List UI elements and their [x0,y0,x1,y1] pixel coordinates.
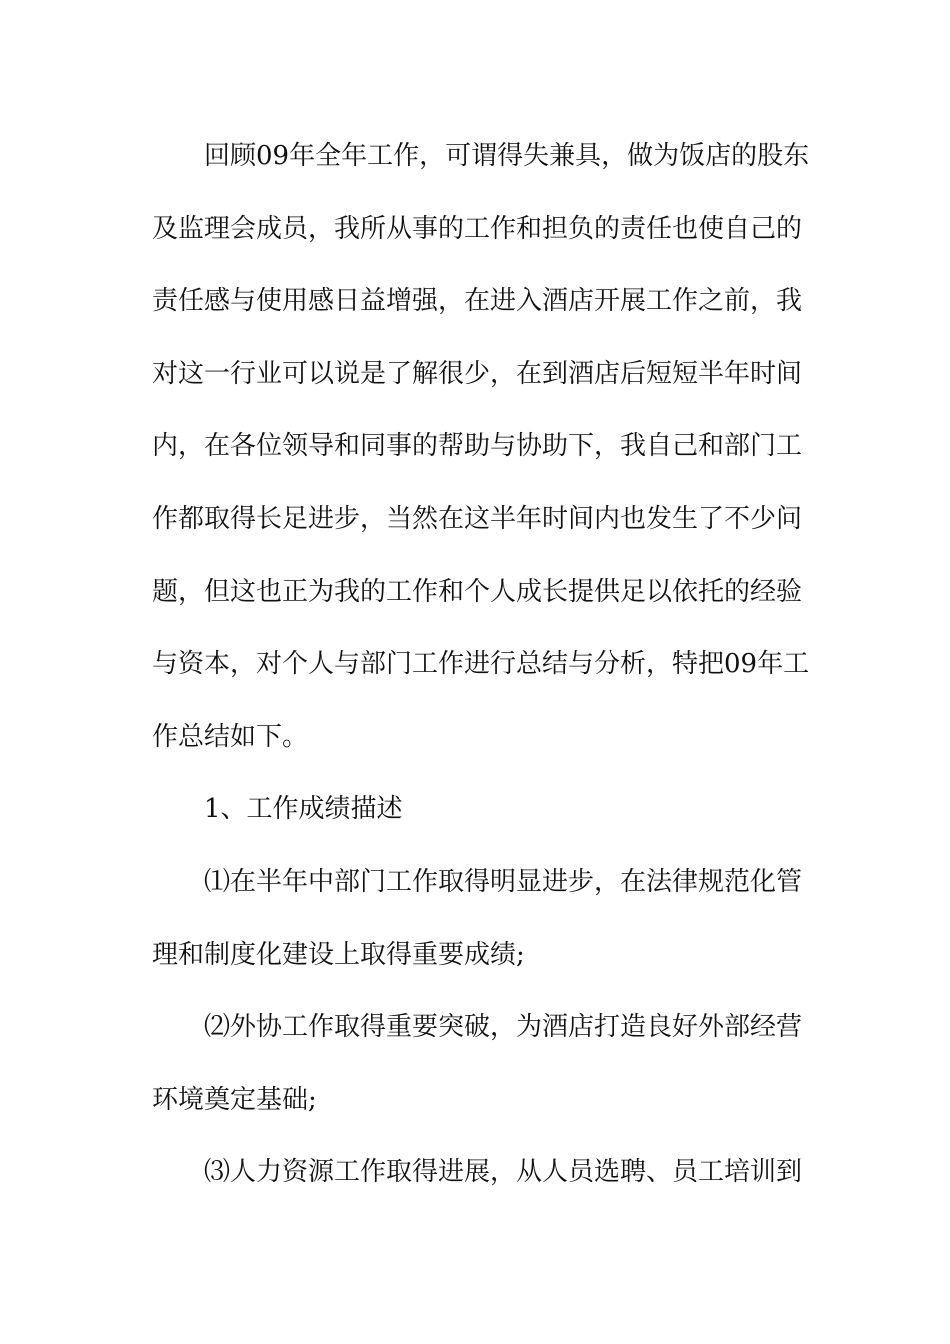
item-1-line-2: 理和制度化建设上取得重要成绩; [152,939,525,970]
item-2-line-1: ⑵外协工作取得重要突破，为酒店打造良好外部经营 [204,1012,803,1043]
paragraph-1-line-2: 及监理会成员，我所从事的工作和担负的责任也使自己的 [152,213,803,244]
paragraph-1-line-3: 责任感与使用感日益增强，在进入酒店开展工作之前，我 [152,286,803,317]
document-body [152,126,810,1215]
paragraph-1-line-9: 作总结如下。 [152,721,309,752]
paragraph-1-line-4: 对这一行业可以说是了解很少，在到酒店后短短半年时间 [152,358,803,389]
paragraph-1-line-5: 内，在各位领导和同事的帮助与协助下，我自己和部门工 [152,431,803,462]
section-heading: 1、工作成绩描述 [204,794,403,825]
paragraph-1-line-6: 作都取得长足进步，当然在这半年时间内也发生了不少问 [152,503,803,534]
paragraph-1-line-7: 题，但这也正为我的工作和个人成长提供足以依托的经验 [152,576,803,607]
item-2-line-2: 环境奠定基础; [152,1084,317,1115]
item-1-line-1: ⑴在半年中部门工作取得明显进步，在法律规范化管 [204,866,803,897]
paragraph-1-line-8: 与资本，对个人与部门工作进行总结与分析，特把09年工 [152,649,810,680]
item-3-line-1: ⑶人力资源工作取得进展，从人员选聘、员工培训到 [204,1157,803,1188]
paragraph-1-line-1: 回顾09年全年工作，可谓得失兼具，做为饭店的股东 [204,141,810,171]
